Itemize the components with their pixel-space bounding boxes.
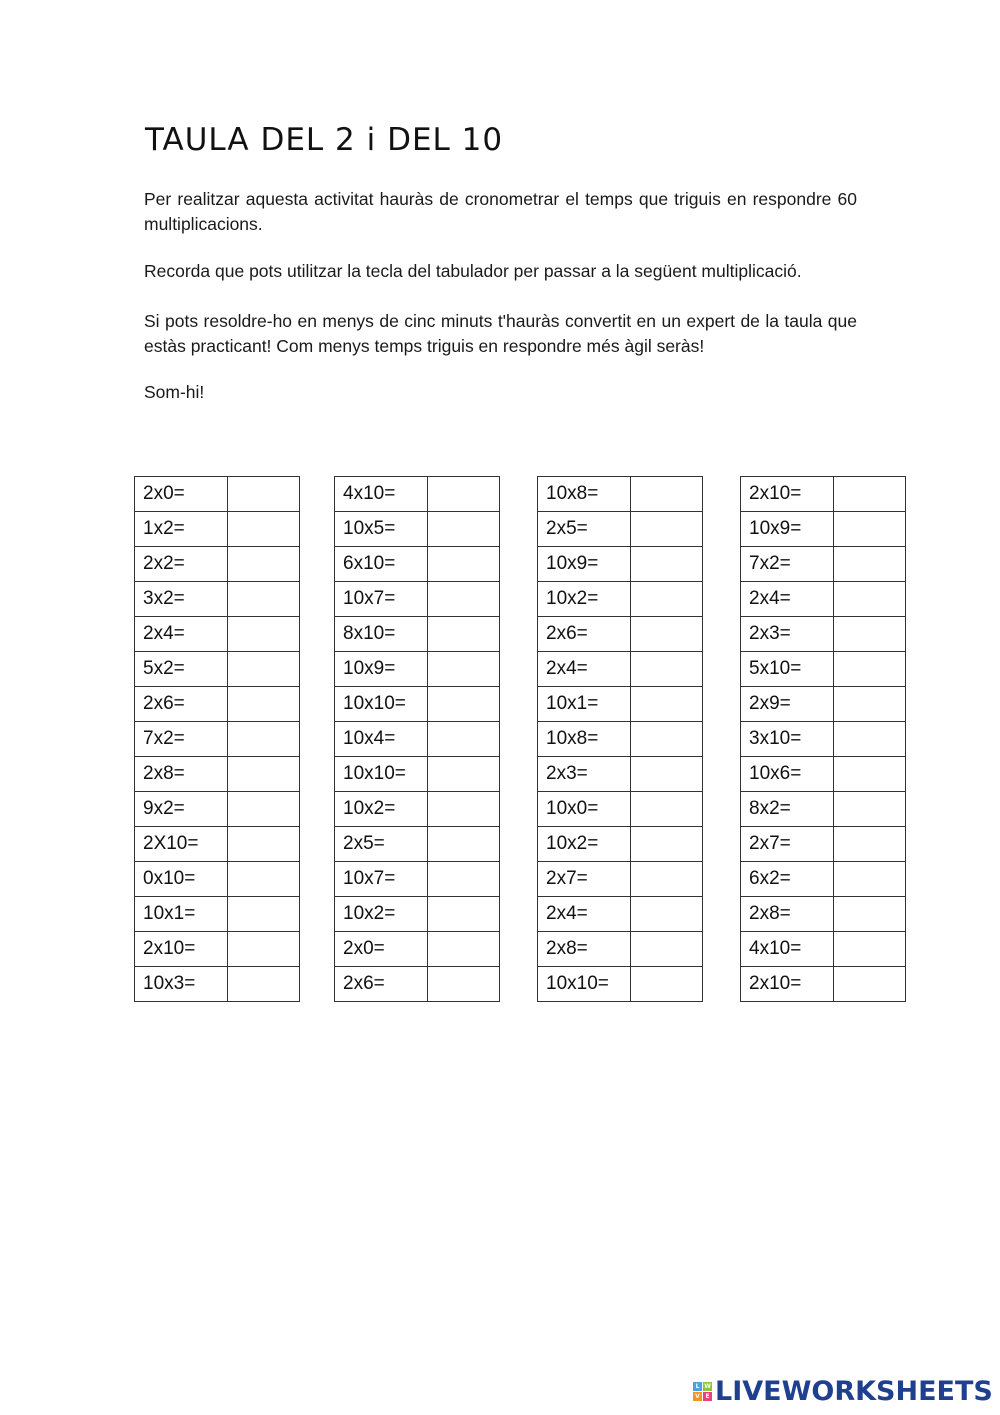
table-row: [135, 827, 300, 862]
table-row: [538, 932, 703, 967]
answer-cell[interactable]: [228, 582, 300, 617]
question-cell: 2x7=: [741, 827, 834, 862]
table-row: [135, 547, 300, 582]
table-row: [135, 512, 300, 547]
answer-input[interactable]: [631, 967, 706, 1001]
question-cell: 7x2=: [135, 722, 228, 757]
table-row: [335, 617, 500, 652]
answer-cell[interactable]: [834, 617, 906, 652]
question-cell: 5x2=: [135, 652, 228, 687]
answer-cell[interactable]: [428, 582, 500, 617]
answer-cell[interactable]: [428, 757, 500, 792]
table-row: [135, 652, 300, 687]
table-row: [741, 897, 906, 932]
answer-cell[interactable]: [228, 757, 300, 792]
answer-cell[interactable]: [228, 897, 300, 932]
question-cell: 3x10=: [741, 722, 834, 757]
question-cell: 2X10=: [135, 827, 228, 862]
answer-input[interactable]: [228, 862, 303, 896]
answer-input[interactable]: [834, 932, 909, 966]
question-cell: 10x4=: [335, 722, 428, 757]
question-cell: 2x4=: [741, 582, 834, 617]
answer-cell[interactable]: [428, 932, 500, 967]
table-row: [135, 967, 300, 1002]
question-cell: 10x9=: [335, 652, 428, 687]
table-row: [335, 967, 500, 1002]
question-cell: 2x6=: [135, 687, 228, 722]
answer-cell[interactable]: [631, 547, 703, 582]
answer-input[interactable]: [428, 617, 503, 651]
table-row: [741, 512, 906, 547]
table-row: [335, 652, 500, 687]
table-row: [135, 477, 300, 512]
answer-cell[interactable]: [834, 757, 906, 792]
table-row: [335, 722, 500, 757]
answer-cell[interactable]: [228, 967, 300, 1002]
question-cell: 8x2=: [741, 792, 834, 827]
question-cell: 10x1=: [538, 687, 631, 722]
answer-cell[interactable]: [428, 687, 500, 722]
answer-cell[interactable]: [428, 827, 500, 862]
answer-cell[interactable]: [631, 512, 703, 547]
answer-input[interactable]: [228, 477, 303, 511]
question-cell: 4x10=: [741, 932, 834, 967]
answer-input[interactable]: [428, 827, 503, 861]
table-row: [135, 687, 300, 722]
logo-mark-tile: W: [704, 1382, 711, 1390]
question-cell: 10x8=: [538, 722, 631, 757]
answer-input[interactable]: [228, 932, 303, 966]
question-cell: 10x2=: [335, 897, 428, 932]
question-cell: 2x8=: [538, 932, 631, 967]
answer-cell[interactable]: [428, 617, 500, 652]
question-cell: 4x10=: [335, 477, 428, 512]
multiplication-table-2: [334, 476, 500, 1002]
answer-input[interactable]: [228, 897, 303, 931]
answer-cell[interactable]: [631, 477, 703, 512]
answer-input[interactable]: [631, 862, 706, 896]
table-row: [741, 792, 906, 827]
liveworksheets-logo: [693, 1376, 993, 1406]
answer-input[interactable]: [631, 547, 706, 581]
answer-input[interactable]: [631, 687, 706, 721]
answer-cell[interactable]: [228, 932, 300, 967]
question-cell: 10x7=: [335, 862, 428, 897]
question-cell: 2x4=: [135, 617, 228, 652]
question-cell: 2x10=: [741, 967, 834, 1002]
question-cell: 10x10=: [538, 967, 631, 1002]
question-cell: 2x0=: [135, 477, 228, 512]
answer-cell[interactable]: [631, 582, 703, 617]
question-cell: 2x10=: [135, 932, 228, 967]
answer-input[interactable]: [428, 932, 503, 966]
answer-cell[interactable]: [228, 477, 300, 512]
answer-cell[interactable]: [428, 547, 500, 582]
table-row: [135, 722, 300, 757]
answer-input[interactable]: [228, 582, 303, 616]
liveworksheets-logo-icon: [693, 1382, 712, 1401]
question-cell: 10x2=: [335, 792, 428, 827]
table-row: [741, 547, 906, 582]
table-row: [335, 827, 500, 862]
logo-mark-tile: E: [703, 1392, 712, 1401]
logo-text: LIVEWORKSHEETS: [715, 1375, 993, 1407]
question-cell: 10x2=: [538, 827, 631, 862]
answer-input[interactable]: [631, 617, 706, 651]
instructions-paragraph-2: Recorda que pots utilitzar la tecla del tabulador per passar a la següent multiplicació.: [144, 261, 802, 281]
table-row: [538, 862, 703, 897]
table-row: [538, 652, 703, 687]
answer-cell[interactable]: [631, 967, 703, 1002]
answer-input[interactable]: [228, 617, 303, 651]
answer-input[interactable]: [428, 652, 503, 686]
answer-input[interactable]: [834, 582, 909, 616]
question-cell: 2x4=: [538, 652, 631, 687]
multiplication-table-4: [740, 476, 906, 1002]
question-cell: 10x5=: [335, 512, 428, 547]
question-cell: 10x6=: [741, 757, 834, 792]
table-row: [538, 512, 703, 547]
answer-cell[interactable]: [834, 862, 906, 897]
question-cell: 2x4=: [538, 897, 631, 932]
table-row: [135, 792, 300, 827]
answer-cell[interactable]: [631, 722, 703, 757]
logo-mark-tile: L: [693, 1382, 702, 1391]
question-cell: 2x5=: [538, 512, 631, 547]
table-row: [741, 687, 906, 722]
question-cell: 10x1=: [135, 897, 228, 932]
answer-cell[interactable]: [428, 862, 500, 897]
table-row: [538, 792, 703, 827]
table-row: [741, 862, 906, 897]
answer-cell[interactable]: [228, 722, 300, 757]
answer-input[interactable]: [428, 687, 503, 721]
table-row: [741, 722, 906, 757]
answer-cell[interactable]: [834, 477, 906, 512]
answer-input[interactable]: [631, 792, 706, 826]
table-row: [135, 617, 300, 652]
question-cell: 0x10=: [135, 862, 228, 897]
answer-input[interactable]: [631, 827, 706, 861]
question-cell: 2x3=: [741, 617, 834, 652]
answer-cell[interactable]: [631, 617, 703, 652]
answer-cell[interactable]: [228, 862, 300, 897]
question-cell: 10x2=: [538, 582, 631, 617]
answer-input[interactable]: [834, 897, 909, 931]
answer-input[interactable]: [428, 757, 503, 791]
table-row: [741, 967, 906, 1002]
table-row: [741, 652, 906, 687]
answer-input[interactable]: [631, 582, 706, 616]
answer-cell[interactable]: [631, 897, 703, 932]
table-row: [335, 582, 500, 617]
answer-input[interactable]: [228, 652, 303, 686]
table-row: [538, 967, 703, 1002]
answer-cell[interactable]: [631, 792, 703, 827]
answer-input[interactable]: [631, 932, 706, 966]
multiplication-table-3: [537, 476, 703, 1002]
table-row: [741, 757, 906, 792]
question-cell: 3x2=: [135, 582, 228, 617]
answer-input[interactable]: [834, 827, 909, 861]
answer-cell[interactable]: [428, 512, 500, 547]
answer-cell[interactable]: [834, 967, 906, 1002]
question-cell: 7x2=: [741, 547, 834, 582]
question-cell: 2x6=: [335, 967, 428, 1002]
table-row: [538, 722, 703, 757]
question-cell: 2x5=: [335, 827, 428, 862]
answer-input[interactable]: [428, 722, 503, 756]
answer-input[interactable]: [834, 512, 909, 546]
answer-cell[interactable]: [228, 792, 300, 827]
answer-input[interactable]: [631, 477, 706, 511]
answer-input[interactable]: [834, 792, 909, 826]
answer-input[interactable]: [834, 652, 909, 686]
question-cell: 2x9=: [741, 687, 834, 722]
answer-cell[interactable]: [228, 827, 300, 862]
answer-cell[interactable]: [631, 862, 703, 897]
answer-cell[interactable]: [834, 582, 906, 617]
page-title: TAULA DEL 2 i DEL 10: [145, 122, 504, 158]
question-cell: 2x3=: [538, 757, 631, 792]
answer-cell[interactable]: [428, 477, 500, 512]
answer-input[interactable]: [631, 652, 706, 686]
question-cell: 10x10=: [335, 757, 428, 792]
table-row: [538, 477, 703, 512]
answer-cell[interactable]: [834, 722, 906, 757]
answer-input[interactable]: [228, 547, 303, 581]
answer-cell[interactable]: [834, 652, 906, 687]
table-row: [135, 582, 300, 617]
table-row: [335, 897, 500, 932]
answer-cell[interactable]: [631, 687, 703, 722]
answer-input[interactable]: [228, 512, 303, 546]
answer-cell[interactable]: [228, 687, 300, 722]
answer-cell[interactable]: [834, 932, 906, 967]
question-cell: 10x9=: [741, 512, 834, 547]
table-row: [135, 757, 300, 792]
question-cell: 10x0=: [538, 792, 631, 827]
table-row: [335, 757, 500, 792]
question-cell: 10x9=: [538, 547, 631, 582]
answer-cell[interactable]: [428, 967, 500, 1002]
answer-input[interactable]: [228, 687, 303, 721]
table-row: [741, 582, 906, 617]
answer-cell[interactable]: [428, 722, 500, 757]
question-cell: 8x10=: [335, 617, 428, 652]
table-row: [335, 932, 500, 967]
question-cell: 2x10=: [741, 477, 834, 512]
question-cell: 1x2=: [135, 512, 228, 547]
answer-input[interactable]: [228, 722, 303, 756]
table-row: [741, 827, 906, 862]
answer-input[interactable]: [834, 967, 909, 1001]
answer-input[interactable]: [834, 757, 909, 791]
question-cell: 5x10=: [741, 652, 834, 687]
table-row: [741, 932, 906, 967]
answer-cell[interactable]: [631, 757, 703, 792]
answer-input[interactable]: [428, 862, 503, 896]
table-row: [335, 792, 500, 827]
instructions-paragraph-4: Som-hi!: [144, 382, 205, 402]
table-row: [741, 617, 906, 652]
question-cell: 6x2=: [741, 862, 834, 897]
answer-cell[interactable]: [834, 897, 906, 932]
table-row: [538, 617, 703, 652]
answer-input[interactable]: [428, 477, 503, 511]
table-row: [335, 687, 500, 722]
table-row: [335, 862, 500, 897]
question-cell: 2x7=: [538, 862, 631, 897]
answer-input[interactable]: [631, 722, 706, 756]
table-row: [538, 547, 703, 582]
answer-input[interactable]: [228, 792, 303, 826]
question-cell: 2x6=: [538, 617, 631, 652]
logo-mark-tile: V: [693, 1392, 702, 1401]
answer-input[interactable]: [834, 687, 909, 721]
answer-cell[interactable]: [834, 792, 906, 827]
answer-input[interactable]: [428, 897, 503, 931]
table-row: [135, 932, 300, 967]
answer-input[interactable]: [834, 862, 909, 896]
answer-input[interactable]: [631, 897, 706, 931]
answer-cell[interactable]: [631, 827, 703, 862]
answer-input[interactable]: [631, 512, 706, 546]
question-cell: 10x7=: [335, 582, 428, 617]
answer-cell[interactable]: [228, 652, 300, 687]
question-cell: 9x2=: [135, 792, 228, 827]
question-cell: 2x0=: [335, 932, 428, 967]
table-row: [135, 862, 300, 897]
table-row: [538, 757, 703, 792]
table-row: [538, 897, 703, 932]
answer-cell[interactable]: [428, 897, 500, 932]
answer-input[interactable]: [228, 967, 303, 1001]
answer-cell[interactable]: [834, 687, 906, 722]
table-row: [135, 897, 300, 932]
instructions-paragraph-3: Si pots resoldre-ho en menys de cinc minuts t'hauràs convertit en un expert de la taula que estàs practicant! Com menys temps triguis en respondre més àgil seràs!: [144, 311, 857, 356]
answer-input[interactable]: [834, 547, 909, 581]
answer-input[interactable]: [428, 547, 503, 581]
answer-cell[interactable]: [228, 512, 300, 547]
question-cell: 10x3=: [135, 967, 228, 1002]
answer-cell[interactable]: [631, 932, 703, 967]
question-cell: 2x8=: [741, 897, 834, 932]
answer-input[interactable]: [834, 477, 909, 511]
answer-input[interactable]: [428, 582, 503, 616]
answer-cell[interactable]: [631, 652, 703, 687]
answer-input[interactable]: [834, 722, 909, 756]
answer-cell[interactable]: [428, 652, 500, 687]
table-row: [335, 477, 500, 512]
answer-input[interactable]: [631, 757, 706, 791]
answer-cell[interactable]: [428, 792, 500, 827]
answer-input[interactable]: [428, 512, 503, 546]
question-cell: 6x10=: [335, 547, 428, 582]
answer-input[interactable]: [834, 617, 909, 651]
question-cell: 2x8=: [135, 757, 228, 792]
table-row: [538, 582, 703, 617]
answer-input[interactable]: [428, 967, 503, 1001]
question-cell: 2x2=: [135, 547, 228, 582]
answer-cell[interactable]: [228, 617, 300, 652]
multiplication-table-1: [134, 476, 300, 1002]
answer-cell[interactable]: [834, 827, 906, 862]
table-row: [538, 827, 703, 862]
question-cell: 10x8=: [538, 477, 631, 512]
table-row: [741, 477, 906, 512]
answer-cell[interactable]: [228, 547, 300, 582]
table-row: [335, 512, 500, 547]
instructions-paragraph-1: Per realitzar aquesta activitat hauràs de cronometrar el temps que triguis en respondre 60 multiplicacions.: [144, 189, 857, 234]
answer-input[interactable]: [228, 757, 303, 791]
table-row: [538, 687, 703, 722]
answer-input[interactable]: [428, 792, 503, 826]
answer-input[interactable]: [228, 827, 303, 861]
question-cell: 10x10=: [335, 687, 428, 722]
answer-cell[interactable]: [834, 547, 906, 582]
answer-cell[interactable]: [834, 512, 906, 547]
table-row: [335, 547, 500, 582]
